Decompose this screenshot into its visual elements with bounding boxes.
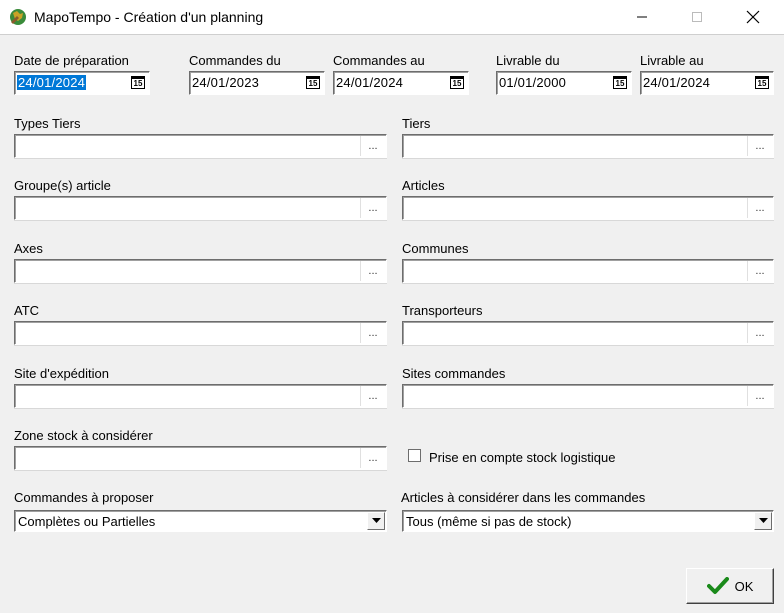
minimize-icon (636, 11, 648, 23)
tiers-label: Tiers (402, 116, 431, 131)
livrable-au-field[interactable] (640, 71, 774, 95)
maximize-button[interactable] (674, 0, 720, 34)
groupes-article-field[interactable] (14, 196, 387, 220)
communes-field[interactable] (402, 259, 774, 283)
commandes-au-label: Commandes au (333, 53, 425, 68)
commandes-au-value: 24/01/2024 (336, 75, 404, 90)
types-tiers-field[interactable] (14, 134, 387, 158)
types-tiers-label: Types Tiers (14, 116, 81, 131)
ok-button[interactable] (686, 568, 774, 604)
browse-icon[interactable]: ... (747, 136, 772, 156)
articles-field[interactable] (402, 196, 774, 220)
maximize-icon (691, 11, 703, 23)
commandes-du-value: 24/01/2023 (192, 75, 260, 90)
mapotempo-app-icon (8, 7, 28, 27)
site-expedition-label: Site d'expédition (14, 366, 109, 381)
axes-field[interactable] (14, 259, 387, 283)
commandes-proposer-label: Commandes à proposer (14, 490, 154, 505)
browse-icon[interactable]: ... (360, 386, 385, 406)
stock-logistique-label[interactable]: Prise en compte stock logistique (429, 450, 616, 465)
commandes-proposer-value: Complètes ou Partielles (18, 514, 156, 529)
transporteurs-field[interactable] (402, 321, 774, 345)
tiers-field[interactable] (402, 134, 774, 158)
date-preparation-value: 24/01/2024 (18, 75, 86, 90)
calendar-icon[interactable]: 15 (131, 76, 145, 89)
window-title: MapoTempo - Création d'un planning (34, 9, 264, 25)
browse-icon[interactable]: ... (360, 136, 385, 156)
chevron-down-icon (372, 518, 381, 524)
title-bar (0, 0, 784, 34)
stock-logistique-checkbox[interactable] (408, 449, 421, 462)
articles-considerer-select[interactable] (402, 510, 774, 532)
date-preparation-field[interactable] (14, 71, 150, 95)
articles-label: Articles (402, 178, 445, 193)
commandes-du-label: Commandes du (189, 53, 281, 68)
chevron-down-icon (759, 518, 768, 524)
calendar-icon[interactable]: 15 (450, 76, 464, 89)
site-expedition-field[interactable] (14, 384, 387, 408)
livrable-du-field[interactable] (496, 71, 632, 95)
atc-label: ATC (14, 303, 40, 318)
checkmark-icon (707, 577, 729, 595)
articles-considerer-label: Articles à considérer dans les commandes (401, 490, 646, 505)
zone-stock-field[interactable] (14, 446, 387, 470)
groupes-article-label: Groupe(s) article (14, 178, 111, 193)
livrable-du-value: 01/01/2000 (499, 75, 567, 90)
transporteurs-label: Transporteurs (402, 303, 483, 318)
calendar-icon[interactable]: 15 (613, 76, 627, 89)
livrable-au-value: 24/01/2024 (643, 75, 711, 90)
commandes-du-field[interactable] (189, 71, 325, 95)
close-icon (746, 10, 760, 24)
dropdown-button[interactable] (754, 512, 772, 530)
calendar-icon[interactable]: 15 (306, 76, 320, 89)
browse-icon[interactable]: ... (747, 386, 772, 406)
sites-commandes-field[interactable] (402, 384, 774, 408)
footer-panel (0, 555, 784, 613)
browse-icon[interactable]: ... (360, 323, 385, 343)
ok-button-label: OK (734, 578, 754, 594)
sites-commandes-label: Sites commandes (402, 366, 506, 381)
browse-icon[interactable]: ... (360, 448, 385, 468)
browse-icon[interactable]: ... (360, 261, 385, 281)
commandes-au-field[interactable] (333, 71, 469, 95)
date-preparation-label: Date de préparation (14, 53, 129, 68)
dropdown-button[interactable] (367, 512, 385, 530)
livrable-au-label: Livrable au (640, 53, 704, 68)
calendar-icon[interactable]: 15 (755, 76, 769, 89)
dialog-body (0, 34, 784, 556)
commandes-proposer-select[interactable] (14, 510, 387, 532)
browse-icon[interactable]: ... (747, 261, 772, 281)
minimize-button[interactable] (619, 0, 665, 34)
communes-label: Communes (402, 241, 469, 256)
zone-stock-label: Zone stock à considérer (14, 428, 153, 443)
browse-icon[interactable]: ... (360, 198, 385, 218)
livrable-du-label: Livrable du (496, 53, 560, 68)
axes-label: Axes (14, 241, 43, 256)
browse-icon[interactable]: ... (747, 323, 772, 343)
atc-field[interactable] (14, 321, 387, 345)
articles-considerer-value: Tous (même si pas de stock) (406, 514, 572, 529)
browse-icon[interactable]: ... (747, 198, 772, 218)
close-button[interactable] (730, 0, 776, 34)
